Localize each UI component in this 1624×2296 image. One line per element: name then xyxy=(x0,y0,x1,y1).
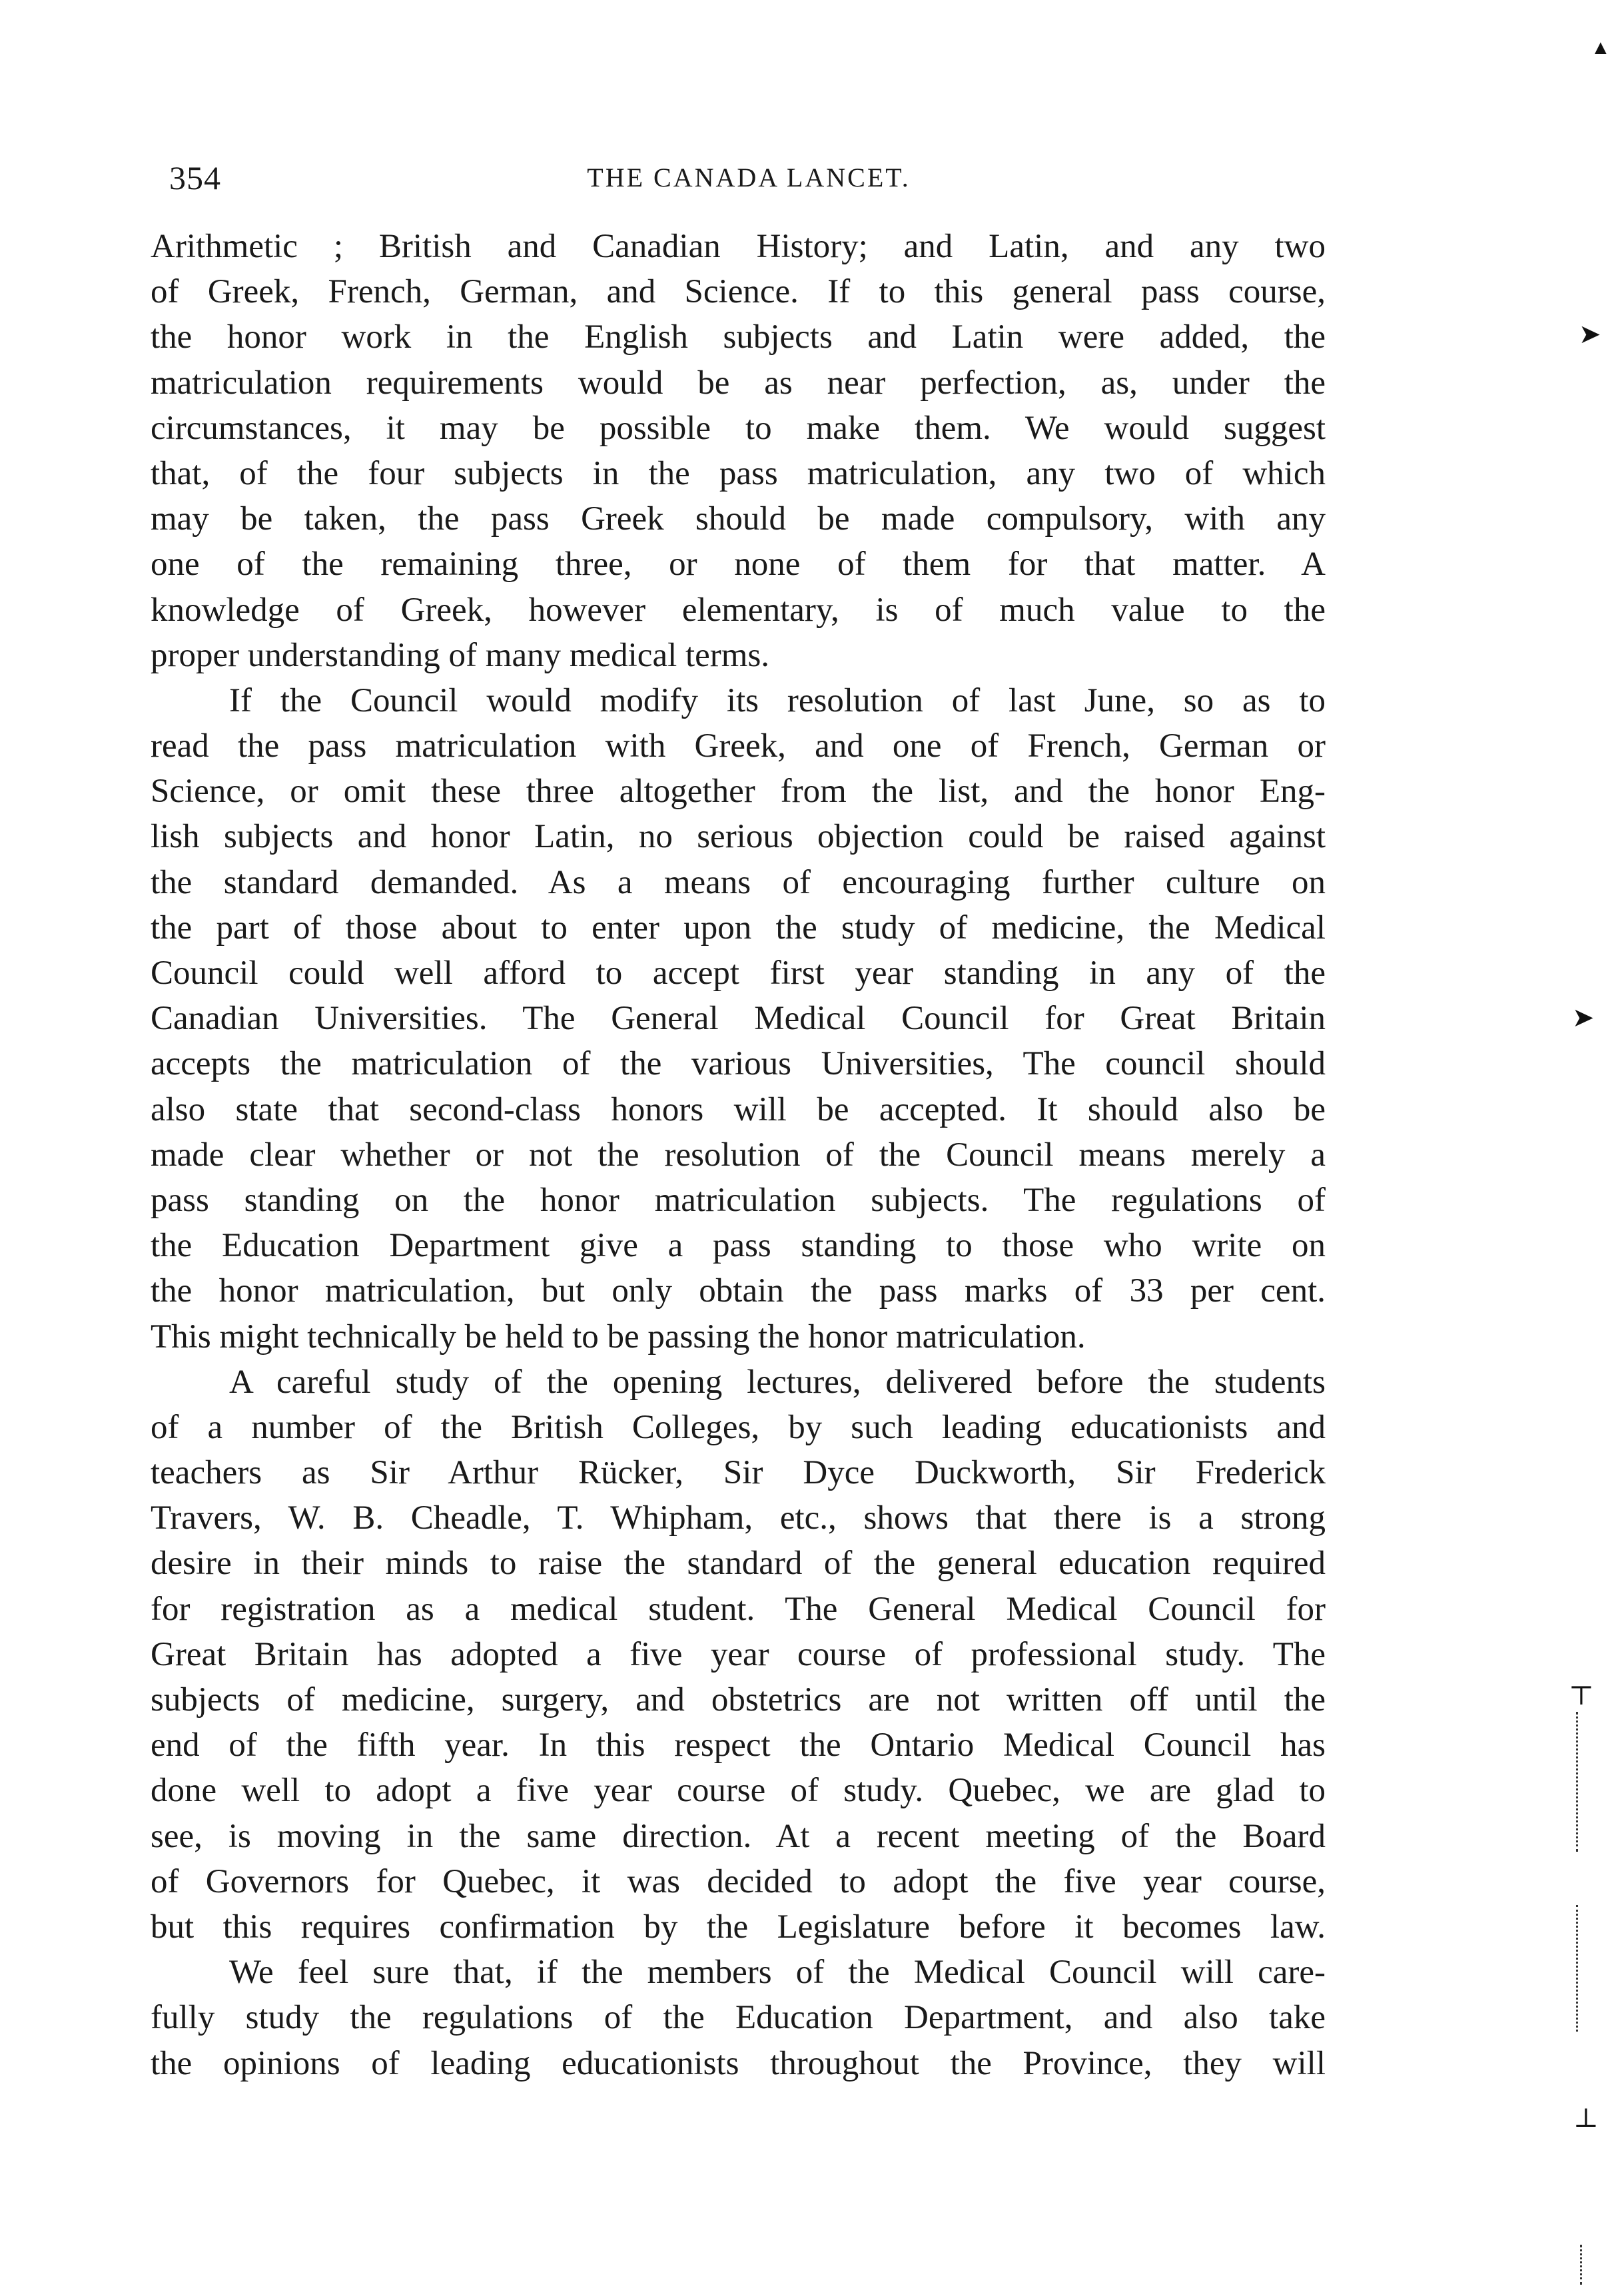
text-line: Canadian Universities. The General Medical Council for Great Britain xyxy=(151,1000,1326,1038)
text-line: made clear whether or not the resolution of the Council means merely a xyxy=(151,1136,1326,1174)
text-line: see, is moving in the same direction. At a recent meeting of the Board xyxy=(151,1817,1326,1855)
page-number: 354 xyxy=(169,159,221,196)
text-line: Arithmetic ; British and Canadian History; and Latin, and any two xyxy=(151,228,1326,265)
text-line: the standard demanded. As a means of encouraging further culture on xyxy=(151,863,1326,901)
text-line: the Education Department give a pass standing to those who write on xyxy=(151,1227,1326,1265)
text-line: Great Britain has adopted a five year course of professional study. The xyxy=(151,1635,1326,1673)
text-line: may be taken, the pass Greek should be made compulsory, with any xyxy=(151,500,1326,538)
running-title: THE CANADA LANCET. xyxy=(587,163,911,192)
text-line: the honor matriculation, but only obtain the pass marks of 33 per cent. xyxy=(151,1272,1326,1310)
scan-dotted-line xyxy=(1576,1905,1580,2032)
text-line: circumstances, it may be possible to make them. We would suggest xyxy=(151,409,1326,447)
text-line: teachers as Sir Arthur Rücker, Sir Dyce Duckworth, Sir Frederick xyxy=(151,1454,1326,1492)
text-line: desire in their minds to raise the standard of the general education required xyxy=(151,1545,1326,1583)
text-line: that, of the four subjects in the pass matriculation, any two of which xyxy=(151,454,1326,492)
scan-dotted-line xyxy=(1580,2245,1584,2285)
text-line: Science, or omit these three altogether from the list, and the honor Eng- xyxy=(151,773,1326,811)
text-line: done well to adopt a five year course of study. Quebec, we are glad to xyxy=(151,1772,1326,1810)
paragraph-first-line: If the Council would modify its resolution of last June, so as to xyxy=(229,681,1326,719)
text-line: knowledge of Greek, however elementary, is of much value to the xyxy=(151,591,1326,629)
text-line: proper understanding of many medical terms. xyxy=(151,636,770,674)
text-line: but this requires confirmation by the Legislature before it becomes law. xyxy=(151,1908,1326,1946)
text-line: also state that second-class honors will be accepted. It should also be xyxy=(151,1090,1326,1128)
scan-arrow-icon: ➤ xyxy=(1579,319,1601,349)
text-line: end of the fifth year. In this respect the Ontario Medical Council has xyxy=(151,1726,1326,1764)
text-line: Council could well afford to accept first year standing in any of the xyxy=(151,955,1326,992)
text-line: the opinions of leading educationists throughout the Province, they will xyxy=(151,2044,1326,2082)
text-line: fully study the regulations of the Education Department, and also take xyxy=(151,1999,1326,2037)
scan-dotted-line xyxy=(1576,1712,1580,1852)
text-line: Travers, W. B. Cheadle, T. Whipham, etc., shows that there is a strong xyxy=(151,1499,1326,1537)
text-line: This might technically be held to be passing the honor matriculation. xyxy=(151,1318,1086,1355)
text-line: for registration as a medical student. The General Medical Council for xyxy=(151,1590,1326,1628)
text-line: of Governors for Quebec, it was decided to adopt the five year course, xyxy=(151,1862,1326,1900)
text-line: subjects of medicine, surgery, and obstetrics are not written off until the xyxy=(151,1681,1326,1719)
text-line: matriculation requirements would be as near perfection, as, under the xyxy=(151,364,1326,402)
article-text xyxy=(151,224,1326,2086)
text-line: of a number of the British Colleges, by such leading educationists and xyxy=(151,1408,1326,1446)
scan-mark-icon: ▲ xyxy=(1591,37,1611,59)
paragraph-first-line: We feel sure that, if the members of the Medical Council will care- xyxy=(229,1954,1326,1992)
text-line: the part of those about to enter upon the study of medicine, the Medical xyxy=(151,909,1326,947)
scan-arrow-icon: ➤ xyxy=(1572,1002,1595,1032)
text-line: read the pass matriculation with Greek, and one of French, German or xyxy=(151,727,1326,765)
scan-tick-icon: ⊥ xyxy=(1573,2103,1599,2133)
text-line: lish subjects and honor Latin, no serious objection could be raised against xyxy=(151,818,1326,856)
text-line: pass standing on the honor matriculation subjects. The regulations of xyxy=(151,1181,1326,1219)
text-line: one of the remaining three, or none of them for that matter. A xyxy=(151,546,1326,583)
text-line: the honor work in the English subjects and Latin were added, the xyxy=(151,318,1326,356)
text-line: accepts the matriculation of the various Universities, The council should xyxy=(151,1045,1326,1083)
paragraph-first-line: A careful study of the opening lectures, delivered before the students xyxy=(229,1363,1326,1401)
text-line: of Greek, French, German, and Science. If to this general pass course, xyxy=(151,273,1326,311)
page-header xyxy=(169,155,1328,201)
scan-tick-icon: ⊤ xyxy=(1569,1681,1594,1711)
